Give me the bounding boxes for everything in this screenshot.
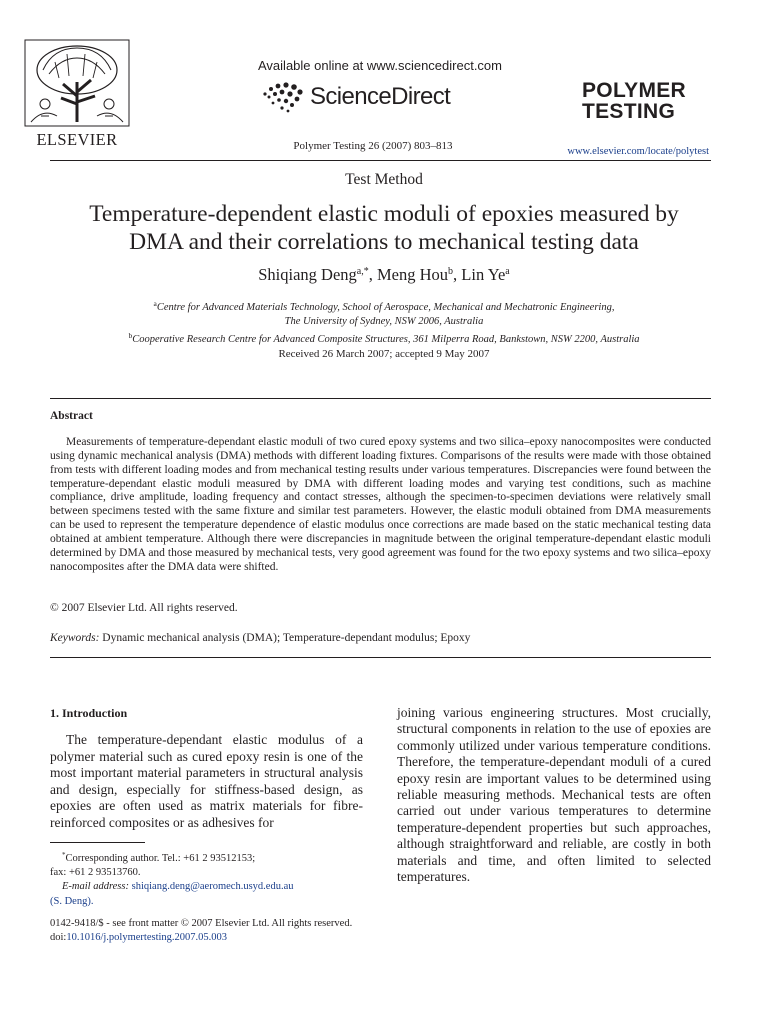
paper-title-line1: Temperature-dependent elastic moduli of epoxies measured by	[89, 201, 679, 227]
footnote-fax: fax: +61 2 93513760.	[50, 867, 141, 879]
intro-left-column: The temperature-dependant elastic modulus of a polymer material such as cured epoxy resin is one of the most important material parameters in structural analysis and design, especially for stiffness-based design, as epoxies are often used as matrix materials for fibre-reinforced composites or as adhesives for	[50, 732, 363, 830]
journal-url-link[interactable]: www.elsevier.com/locate/polytest	[567, 146, 709, 157]
section-heading-introduction: 1. Introduction	[50, 706, 128, 720]
footnote-email-name[interactable]: (S. Deng).	[50, 895, 94, 907]
issn-line: 0142-9418/$ - see front matter © 2007 Elsevier Ltd. All rights reserved.	[50, 918, 353, 929]
footnote-phone-text: Corresponding author. Tel.: +61 2 93512153;	[65, 853, 256, 864]
affiliation-b-text: Cooperative Research Centre for Advanced Composite Structures, 361 Milperra Road, Bankstown, NSW 2200, Australia	[132, 334, 640, 345]
available-online-banner	[0, 57, 768, 75]
sciencedirect-dots-icon	[260, 80, 304, 114]
doi-link[interactable]: 10.1016/j.polymertesting.2007.05.003	[66, 932, 228, 943]
available-online-text[interactable]: Available online at www.sciencedirect.com	[258, 58, 502, 73]
author-affiliation-mark: a,*	[356, 266, 369, 277]
footnote-email	[50, 880, 370, 894]
affiliations	[0, 297, 768, 347]
paper-title-line2: DMA and their correlations to mechanical testing data	[129, 229, 639, 255]
affiliation-a-text: Centre for Advanced Materials Technology, School of Aerospace, Mechanical and Mechatronic Engineering,	[156, 302, 615, 313]
received-dates: Received 26 March 2007; accepted 9 May 2007	[278, 348, 490, 360]
affiliation-b	[0, 329, 768, 347]
front-matter-footer	[50, 917, 352, 945]
author-name[interactable]: Lin Ye	[461, 265, 506, 284]
journal-title	[582, 80, 712, 122]
paper-title	[40, 200, 728, 256]
keywords-text: Dynamic mechanical analysis (DMA); Temperature-dependant modulus; Epoxy	[102, 632, 471, 644]
publisher-name: ELSEVIER	[36, 130, 118, 149]
footnote-divider	[50, 842, 145, 843]
author-list	[0, 265, 768, 285]
affiliation-mark: a	[153, 299, 157, 308]
journal-title-line2: TESTING	[582, 100, 676, 123]
abstract-top-divider	[50, 398, 711, 399]
journal-title-line1: POLYMER	[582, 79, 687, 102]
author-name[interactable]: Meng Hou	[376, 265, 449, 284]
affiliation-mark: b	[128, 331, 133, 340]
elsevier-tree-icon	[23, 38, 131, 128]
affiliation-a-line2: The University of Sydney, NSW 2006, Australia	[284, 316, 484, 327]
sciencedirect-wordmark: ScienceDirect	[310, 83, 451, 110]
elsevier-logo	[23, 38, 131, 150]
author-affiliation-mark: b	[448, 266, 454, 277]
author-name[interactable]: Shiqiang Deng	[258, 265, 357, 284]
footnote-phone	[50, 848, 370, 866]
email-link[interactable]: shiqiang.deng@aeromech.usyd.edu.au	[131, 881, 294, 893]
intro-right-column: joining various engineering structures. Most crucially, structural components in relation to the use of epoxies are commonly utilized under various temperature conditions. Therefore, the temperature-dependant moduli of a cured epoxy resin are important values to be determined using reliable measuring methods. Mechanical tests are often carried out under various temperatures to determine temperature-dependent properties but such approaches, although straightforward and reliable, are costly in both materials and time, and often limited to selected temperatures.	[397, 705, 711, 885]
author-separator: ,	[453, 265, 462, 284]
abstract-bottom-divider	[50, 657, 711, 658]
author-separator: ,	[368, 265, 377, 284]
journal-reference-text: Polymer Testing 26 (2007) 803–813	[293, 140, 453, 152]
doi-label: doi:	[50, 932, 67, 943]
corresponding-author-footnote	[50, 848, 370, 909]
abstract-copyright: © 2007 Elsevier Ltd. All rights reserved.	[50, 602, 238, 614]
abstract-text: Measurements of temperature-dependant elastic moduli of two cured epoxy systems and two silica–epoxy nanocomposites were conducted using dynamic mechanical analysis (DMA) methods with different loading fixtures. Comparisons of the results were made with those obtained from tests with different loading modes and from mechanical testing results under various temperatures. Discrepancies were found between the temperature-dependant elastic moduli measured by DMA with different loading modes and varying test conditions, such as machine compliance, drive amplitude, loading frequency and contact stresses, although the specimen-to-specimen deviations were relatively small between specimens tested with the same fixture and similar test parameters. However, the elastic moduli obtained from DMA measurements can be used to represent the temperature dependence of elastic modulus once corrections are made based on the static mechanical testing data obtained at ambient temperature. Although there were discrepancies in magnitude between the original temperature-dependant elastic moduli determined by DMA and those measured by mechanical tests, very good agreement was found for the two epoxy systems and two silica–epoxy nanocomposites after the DMA data were shifted.	[50, 436, 711, 573]
doi-line	[50, 931, 352, 945]
keywords	[50, 632, 470, 644]
author-affiliation-mark: a	[505, 266, 510, 277]
footnote-mark: *	[62, 851, 66, 859]
affiliation-a-line1	[0, 297, 768, 315]
email-label: E-mail address:	[62, 881, 129, 893]
article-type: Test Method	[345, 171, 423, 188]
abstract-heading: Abstract	[50, 410, 93, 422]
sciencedirect-logo[interactable]	[260, 80, 470, 114]
keywords-label: Keywords:	[50, 632, 100, 644]
header-divider	[50, 160, 711, 161]
